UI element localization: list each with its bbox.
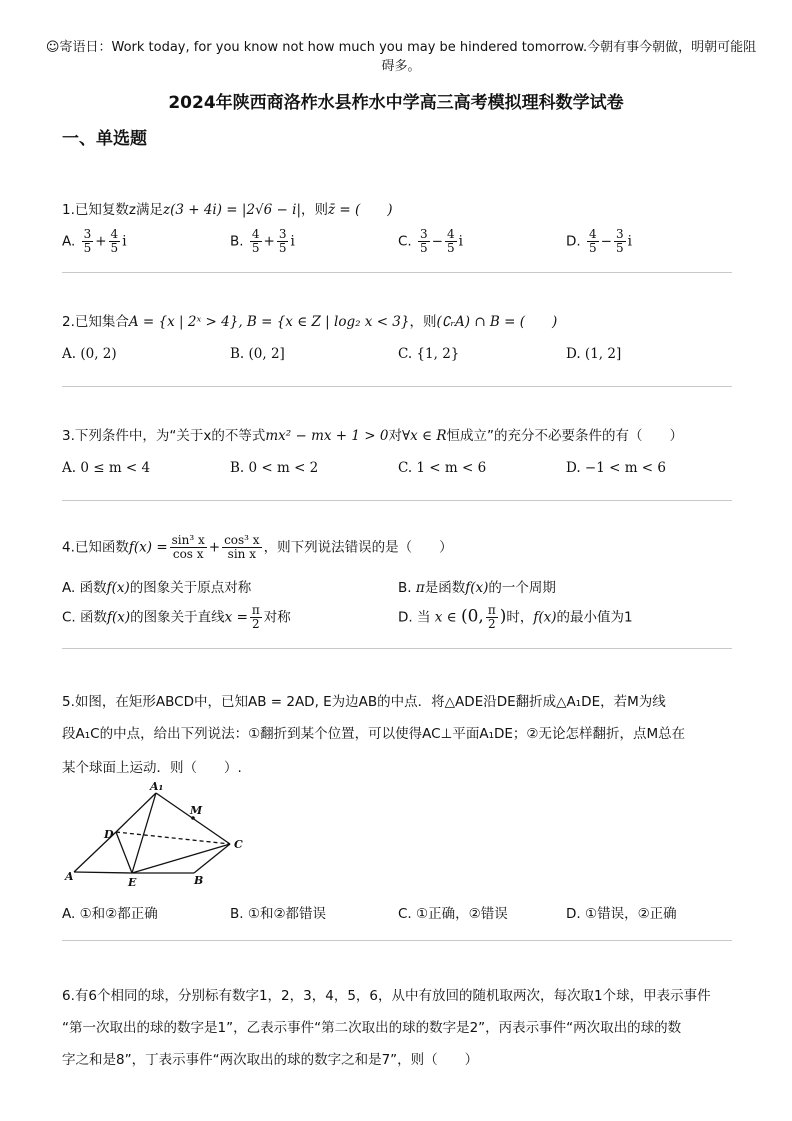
option-c[interactable]: C. {1, 2} <box>398 346 460 362</box>
label-c: C <box>234 838 243 851</box>
option-d[interactable]: D. $\frac{4}{5}$ − $\frac{3}{5}$ i <box>566 227 632 255</box>
divider <box>62 648 732 649</box>
label-b: B <box>194 874 204 887</box>
question-5-line-1: 5.如图，在矩形ABCD中，已知AB = 2AD, E为边AB的中点．将△ADE沿DE翻折成△A₁DE，若M为线 <box>62 694 666 710</box>
label-a: A <box>65 870 74 883</box>
edge-ae <box>74 872 132 873</box>
option-d[interactable]: D. (1, 2] <box>566 346 622 362</box>
option-d[interactable]: D. −1 < m < 6 <box>566 460 667 476</box>
divider <box>62 272 732 273</box>
edge-bc <box>194 844 230 873</box>
section-heading: 一、单选题 <box>62 129 147 149</box>
edge-ec <box>132 844 230 873</box>
label-e: E <box>128 876 137 889</box>
divider <box>62 940 732 941</box>
divider <box>62 500 732 501</box>
question-4-stem: 4.已知函数f(x) = $\frac{\text{sin³ x}}{\text{cos x}}$ + $\frac{\text{cos³ x}}{\text{sin x}}$ ，则下列说法错误的是（ ） <box>62 533 453 561</box>
option-b[interactable]: B. (0, 2] <box>230 346 285 362</box>
option-a[interactable]: A. (0, 2) <box>62 346 117 362</box>
question-2-stem: 2.已知集合A = {x | 2ˣ > 4}, B = {x ∈ Z | log₂ x < 3}，则(∁ᵣA) ∩ B = ( ) <box>62 314 558 330</box>
label-d: D <box>104 828 114 841</box>
option-c[interactable]: C. 函数f(x)的图象关于直线x = $\frac{\pi}{2}$ 对称 <box>62 603 291 631</box>
option-c[interactable]: C. ①正确，②错误 <box>398 906 508 922</box>
divider <box>62 386 732 387</box>
question-6-line-1: 6.有6个相同的球，分别标有数字1，2，3，4，5，6，从中有放回的随机取两次，每次取1个球，甲表示事件 <box>62 988 711 1004</box>
option-b[interactable]: B. $\frac{4}{5}$ + $\frac{3}{5}$ i <box>230 227 295 255</box>
option-d[interactable]: D. 当 x ∈ (0, $\frac{\pi}{2}$ )时，f(x)的最小值为1 <box>398 603 633 631</box>
question-6-line-3: 字之和是8”，丁表示事件“两次取出的球的数字之和是7”，则（ ） <box>62 1052 479 1068</box>
option-a[interactable]: A. $\frac{3}{5}$ + $\frac{4}{5}$ i <box>62 227 127 255</box>
option-a[interactable]: A. ①和②都正确 <box>62 906 158 922</box>
question-6-line-2: “第一次取出的球的数字是1”，乙表示事件“第二次取出的球的数字是2”，丙表示事件“两次取出的球的数 <box>62 1020 682 1036</box>
edge-dc <box>116 832 230 844</box>
question-5-line-2: 段A₁C的中点，给出下列说法：①翻折到某个位置，可以使得AC⊥平面A₁DE；②无论怎样翻折，点M总在 <box>62 726 686 742</box>
label-a1: A₁ <box>150 780 164 793</box>
option-c[interactable]: C. 1 < m < 6 <box>398 460 487 476</box>
motto: ☺寄语日：Work today, for you know not how much you may be hindered tomorrow.今朝有事今朝做，明朝可能阻碍多。 <box>45 40 757 74</box>
option-b[interactable]: B. 0 < m < 2 <box>230 460 319 476</box>
option-d[interactable]: D. ①错误，②正确 <box>566 906 677 922</box>
question-3-stem: 3.下列条件中，为“关于x的不等式mx² − mx + 1 > 0对∀x ∈ R恒成立”的充分不必要条件的有（ ） <box>62 428 683 444</box>
edge-de <box>116 832 132 873</box>
label-m: M <box>190 804 203 817</box>
question-5-line-3: 某个球面上运动．则（ ）. <box>62 760 242 776</box>
option-b[interactable]: B. ①和②都错误 <box>230 906 327 922</box>
option-c[interactable]: C. $\frac{3}{5}$ − $\frac{4}{5}$ i <box>398 227 463 255</box>
option-b[interactable]: B. π是函数f(x)的一个周期 <box>398 580 556 596</box>
option-a[interactable]: A. 0 ≤ m < 4 <box>62 460 151 476</box>
page-title: 2024年陕西商洛柞水县柞水中学高三高考模拟理科数学试卷 <box>168 93 624 113</box>
geometry-figure <box>64 778 254 890</box>
option-a[interactable]: A. 函数f(x)的图象关于原点对称 <box>62 580 252 596</box>
question-1-stem: 1.已知复数z满足z(3 + 4i) = |2√6 − i|，则z̄ = ( ) <box>62 202 393 218</box>
